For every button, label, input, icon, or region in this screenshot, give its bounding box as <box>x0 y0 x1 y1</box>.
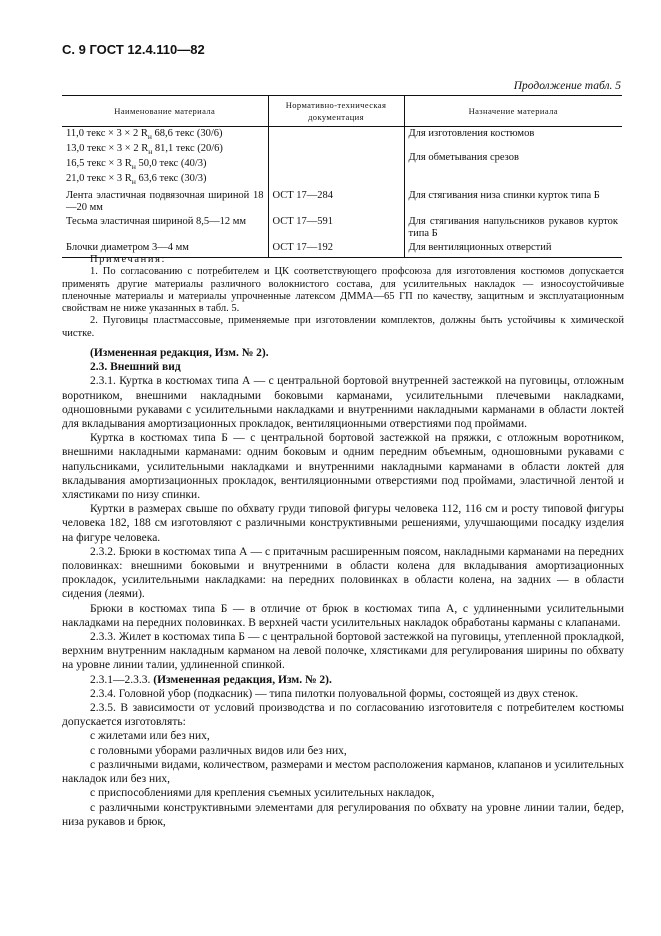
threads-purpose-edges: Для обметывания срезов <box>408 152 519 163</box>
column-header-purpose: Назначение материала <box>404 96 622 127</box>
revision-note: (Измененная редакция, Изм. № 2). <box>90 347 269 359</box>
cell-material-name: Лента эластичная подвязочная шириной 18—20 мм <box>66 190 264 214</box>
cell-doc: ОСТ 17—591 <box>268 215 404 241</box>
paragraph: 2.3.2. Брюки в костюмах типа А — с притачным расширенным поясом, накладными карманами на передних половинках: внешними боковыми и внутренними в области колена для вкладывания амортизационных прокладок, усилительными накладками: на передних половинках в области колена, на задних — в области сидения (леями). <box>62 545 624 601</box>
cell-threads-purpose <box>404 127 622 190</box>
thread-spec: 13,0 текс × 3 × 2 $R_н$ 81,1 текс (20/6) <box>66 143 223 157</box>
threads-purpose-costumes: Для изготовления костюмов <box>408 128 535 139</box>
section-body <box>62 346 624 829</box>
list-item: с приспособлениями для крепления съемных усилительных накладок, <box>90 787 435 800</box>
paragraph: Брюки в костюмах типа Б — в отличие от брюк в костюмах типа А, с удлиненными усилительными накладками на передних половинках. В верхней части усилительных накладок обработаны карманы с клапанами. <box>62 602 624 629</box>
paragraph: Куртка в костюмах типа Б — с центральной бортовой застежкой на пряжки, с отложным воротником, внешними накладными карманами: одним боковым и одним передним объемным, одношовными рукавами с напульсниками, усилительными накладками и внутренними накладными карманами в области локтей для вкладывания амортизационных прокладок, вентиляционными отверстиями под проймами, эластичной лентой и хлястиками по низу спинки. <box>62 432 624 502</box>
table-row <box>62 215 622 241</box>
cell-doc: ОСТ 17—284 <box>268 189 404 215</box>
cell-material-name: Тесьма эластичная шириной 8,5—12 мм <box>66 216 247 228</box>
cell-purpose: Для вентиляционных отверстий <box>404 241 622 258</box>
cell-threads-doc <box>268 127 404 190</box>
revision-note: 2.3.1—2.3.3. (Измененная редакция, Изм. № 2). <box>90 673 332 686</box>
cell-material-name: Блочки диаметром 3—4 мм <box>62 241 268 258</box>
cell-purpose: Для стягивания напульсников рукавов курток типа Б <box>404 215 622 241</box>
thread-spec: 21,0 текс × 3 $R_н$ 63,6 текс (30/3) <box>66 173 207 187</box>
notes-heading: Примечания: <box>90 254 167 265</box>
section-title: 2.3. Внешний вид <box>90 361 181 374</box>
table-row <box>62 127 622 190</box>
paragraph: 2.3.3. Жилет в костюмах типа Б — с центральной бортовой застежкой на пуговицы, утепленной прокладкой, верхним внутренним накладным карманом на левой полочке, хлястиками для регулирования ширины по обхвату на уровне линии талии, удлиненной спинкой. <box>62 631 624 672</box>
note-item: 1. По согласованию с потребителем и ЦК соответствующего профсоюза для изготовления костюмов допускается применять другие материалы различного волокнистого состава, для усилительных накладок — износоустойчивые пленочные материалы и материалы упрочненные латексом ДММА—65 ГП по качеству, защитным и эксплуатационным свойствам не ниже указанных в табл. 5. <box>62 266 624 315</box>
page-header: С. 9 ГОСТ 12.4.110—82 <box>62 42 205 57</box>
materials-table <box>62 95 622 258</box>
cell-doc: ОСТ 17—192 <box>268 241 404 258</box>
column-header-material: Наименование материала <box>62 96 268 127</box>
paragraph: 2.3.1. Куртка в костюмах типа А — с центральной бортовой внутренней застежкой на пуговицы, отложным воротником, внешними накладными боковыми карманами, усилительными плечевыми накладками, одношовными рукавами с усилительными накладками и внутренними накладными карманами в области локтей для вкладывания амортизационных прокладок, вентиляционными отверстиями под проймами. <box>62 375 624 431</box>
list-item: с различными видами, количеством, размерами и местом расположения карманов, клапанов и усилительных накладок или без них, <box>62 758 624 786</box>
table-row <box>62 189 622 215</box>
table-header-row <box>62 96 622 127</box>
paragraph: 2.3.4. Головной убор (подкасник) — типа пилотки полуовальной формы, состоящей из двух стенок. <box>90 687 579 700</box>
cell-threads <box>62 127 268 190</box>
column-header-documentation: Нормативно-техническая документация <box>268 96 404 127</box>
list-item: с головными уборами различных видов или без них, <box>90 744 347 757</box>
table-continuation-caption: Продолжение табл. 5 <box>513 80 621 92</box>
table-notes <box>62 254 624 340</box>
cell-purpose: Для стягивания низа спинки курток типа Б <box>404 189 622 215</box>
thread-spec: 16,5 текс × 3 $R_н$ 50,0 текс (40/3) <box>66 158 207 172</box>
note-item: 2. Пуговицы пластмассовые, применяемые при изготовлении комплектов, должны быть устойчивы к химической чистке. <box>62 315 624 339</box>
thread-spec: 11,0 текс × 3 × 2 $R_н$ 68,6 текс (30/6) <box>66 128 223 142</box>
paragraph: 2.3.5. В зависимости от условий производства и по согласованию изготовителя с потребителем костюмы допускается изготовлять: <box>62 702 624 729</box>
list-item: с жилетами или без них, <box>90 730 210 743</box>
paragraph: Куртки в размерах свыше по обхвату груди типовой фигуры человека 112, 116 см и росту типовой фигуры человека 182, 188 см изготовляют с различными конструктивными решениями, улучшающими посадку изделия на фигуре человека. <box>62 503 624 544</box>
list-item: с различными конструктивными элементами для регулирования по обхвату на уровне линии талии, бедер, низа рукавов и брюк, <box>62 801 624 828</box>
